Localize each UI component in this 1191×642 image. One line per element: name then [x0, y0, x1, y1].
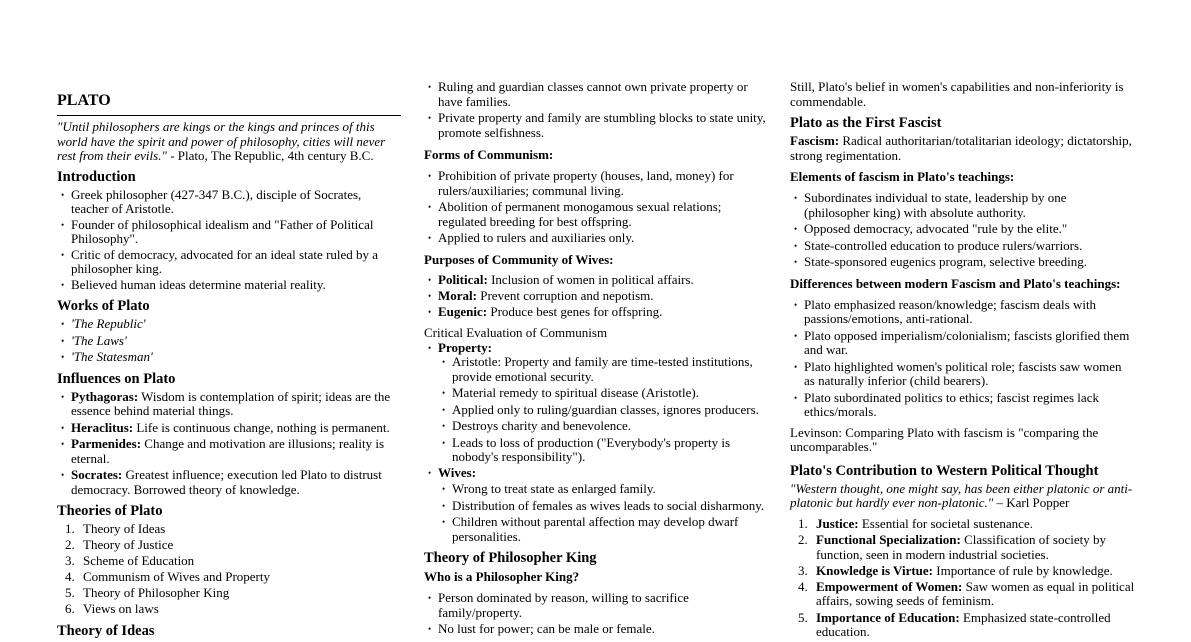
- item-label: Eugenic:: [438, 303, 488, 319]
- list-item: • Leads to loss of production ("Everybody's property is nobody's responsibility").: [438, 436, 770, 465]
- item-label: Moral:: [438, 287, 477, 303]
- list-item: [57, 570, 401, 585]
- contribution-list: [790, 517, 1135, 640]
- item-number: 6.: [65, 601, 75, 616]
- quote-text: "Western thought, one might say, has been either platonic or anti-platonic but hardly ever non-platonic.": [790, 480, 1133, 510]
- list-item: • Applied only to ruling/guardian classes, ignores producers.: [438, 403, 770, 418]
- fascism-definition: [790, 134, 1135, 163]
- list-item: • State-controlled education to produce rulers/warriors.: [790, 239, 1135, 254]
- list-item: • Plato highlighted women's political role; fascists saw women as naturally inferior (child bearers).: [790, 360, 1135, 389]
- item-text: Theory of Ideas: [83, 521, 166, 536]
- list-item: • Wrong to treat state as enlarged family.: [438, 482, 770, 497]
- item-label: Heraclitus:: [71, 419, 134, 435]
- popper-quote: [790, 482, 1135, 511]
- opening-quote: [57, 120, 401, 164]
- item-label: Socrates:: [71, 467, 123, 482]
- list-item: [57, 554, 401, 569]
- list-item: [424, 305, 770, 320]
- item-label: Wives:: [438, 464, 477, 480]
- item-label: Fascism:: [790, 133, 840, 148]
- item-label: Pythagoras:: [71, 388, 139, 404]
- item-number: 5.: [65, 585, 75, 600]
- item-text: Prevent corruption and nepotism.: [476, 287, 654, 303]
- list-item: • Critic of democracy, advocated for an ideal state ruled by a philosopher king.: [57, 248, 401, 277]
- item-text: Views on laws: [83, 601, 159, 616]
- list-item: • No lust for power; can be male or female.: [424, 622, 770, 637]
- section-heading-influences: Influences on Plato: [57, 370, 176, 387]
- list-item: • Ruling and guardian classes cannot own private property or have families.: [424, 80, 770, 109]
- list-item: • Plato emphasized reason/knowledge; fascism deals with passions/emotions, anti-rational.: [790, 298, 1135, 327]
- list-item: [57, 468, 401, 497]
- list-item: • 'The Statesman': [57, 350, 401, 365]
- elements-list: [790, 191, 1135, 270]
- theories-list: [57, 522, 401, 617]
- item-number: 2.: [65, 537, 75, 552]
- item-text: Communism of Wives and Property: [83, 569, 271, 584]
- item-number: 4.: [798, 578, 808, 594]
- purposes-list: [424, 273, 770, 320]
- list-item: [424, 273, 770, 288]
- list-item: • Opposed democracy, advocated "rule by the elite.": [790, 222, 1135, 237]
- list-item: [57, 602, 401, 617]
- list-item: • Greek philosopher (427-347 B.C.), disciple of Socrates, teacher of Aristotle.: [57, 188, 401, 217]
- item-label: Property:: [438, 339, 492, 355]
- list-item: [790, 580, 1135, 609]
- section-heading-forms-of-communism: Forms of Communism:: [424, 147, 554, 162]
- item-text: Theory of Justice: [83, 537, 174, 552]
- philosopher-king-list: [424, 591, 770, 637]
- item-text: Change and motivation are illusions; reality is eternal.: [71, 436, 385, 466]
- list-item: [424, 289, 770, 304]
- item-label: Importance of Education:: [816, 609, 960, 625]
- section-heading-theories: Theories of Plato: [57, 503, 163, 519]
- wives-sublist: [438, 482, 770, 544]
- item-text: Essential for societal sustenance.: [858, 515, 1033, 531]
- item-text: Emphasized state-controlled education.: [816, 609, 1111, 639]
- list-item: [790, 564, 1135, 579]
- communism-intro-list: [424, 80, 770, 140]
- list-item: [57, 522, 401, 537]
- list-item: • Abolition of permanent monogamous sexual relations; regulated breeding for best offspring.: [424, 200, 770, 229]
- item-label: Knowledge is Virtue:: [816, 563, 933, 578]
- item-text: Inclusion of women in political affairs.: [487, 271, 694, 287]
- column-2: [424, 80, 770, 637]
- item-label: Empowerment of Women:: [816, 578, 963, 594]
- item-number: 5.: [798, 609, 808, 625]
- list-item: [57, 421, 401, 436]
- list-item: • Destroys charity and benevolence.: [438, 419, 770, 434]
- list-item-wives: [424, 466, 770, 545]
- item-text: Theory of Philosopher King: [83, 585, 230, 600]
- list-item: • Distribution of females as wives leads to social disharmony.: [438, 499, 770, 514]
- list-item: [57, 538, 401, 553]
- works-list: [57, 317, 401, 365]
- item-label: Justice:: [816, 515, 859, 531]
- list-item: [57, 437, 401, 466]
- section-heading-introduction: Introduction: [57, 168, 136, 185]
- differences-list: [790, 298, 1135, 420]
- quote-source: – Karl Popper: [993, 495, 1070, 510]
- section-heading-theory-of-ideas: Theory of Ideas: [57, 622, 155, 639]
- quote-source: - Plato, The Republic, 4th century B.C.: [166, 148, 374, 163]
- item-label: Functional Specialization:: [816, 532, 961, 547]
- item-text: Importance of rule by knowledge.: [933, 563, 1113, 578]
- list-item: • Plato subordinated politics to ethics; fascist regimes lack ethics/morals.: [790, 391, 1135, 420]
- list-item: • 'The Laws': [57, 334, 401, 349]
- item-text: Saw women as equal in political affairs, sowing seeds of feminism.: [816, 578, 1135, 608]
- item-text: Classification of society by function, seen in modern industrial societies.: [816, 532, 1106, 562]
- list-item: • Founder of philosophical idealism and "Father of Political Philosophy".: [57, 218, 401, 247]
- item-label: Parmenides:: [71, 436, 142, 451]
- section-heading-purposes: Purposes of Community of Wives:: [424, 251, 614, 267]
- section-heading-contribution: Plato's Contribution to Western Political Thought: [790, 462, 1099, 479]
- item-text: Produce best genes for offspring.: [487, 303, 663, 319]
- column-3: [790, 80, 1135, 640]
- item-number: 4.: [65, 569, 75, 584]
- item-text: Greatest influence; execution led Plato to distrust democracy. Borrowed theory of knowledge.: [71, 467, 382, 497]
- item-number: 3.: [798, 563, 808, 578]
- forms-list: [424, 169, 770, 246]
- influences-list: [57, 390, 401, 498]
- item-label: Political:: [438, 271, 488, 287]
- list-item: [57, 586, 401, 601]
- item-text: Wisdom is contemplation of spirit; ideas are the essence behind material things.: [71, 388, 391, 418]
- list-item: • Children without parental affection may develop dwarf personalities.: [438, 515, 770, 544]
- list-item: • Prohibition of private property (houses, land, money) for rulers/auxiliaries; communal living.: [424, 169, 770, 198]
- item-number: 1.: [65, 521, 75, 536]
- item-number: 3.: [65, 553, 75, 568]
- item-text: Radical authoritarian/totalitarian ideology; dictatorship, strong regimentation.: [790, 133, 1132, 163]
- list-item: • State-sponsored eugenics program, selective breeding.: [790, 255, 1135, 270]
- quote-text: "Until philosophers are kings or the kings and princes of this world have the spirit and power of philosophy, cities will never rest from their evils.": [57, 119, 386, 163]
- list-item: • Private property and family are stumbling blocks to state unity, promote selfishness.: [424, 111, 770, 140]
- levinson-note: Levinson: Comparing Plato with fascism is "comparing the uncomparables.": [790, 424, 1099, 454]
- section-heading-elements-of-fascism: Elements of fascism in Plato's teachings:: [790, 169, 1015, 184]
- list-item: [57, 390, 401, 419]
- section-heading-first-fascist: Plato as the First Fascist: [790, 115, 942, 131]
- item-number: 2.: [798, 532, 808, 547]
- list-item-property: [424, 341, 770, 465]
- item-number: 1.: [798, 515, 808, 531]
- list-item: • Applied to rulers and auxiliaries only.: [424, 231, 770, 246]
- list-item: • Aristotle: Property and family are time-tested institutions, provide emotional security.: [438, 355, 770, 384]
- critical-list: [424, 341, 770, 545]
- list-item: • Plato opposed imperialism/colonialism; fascists glorified them and war.: [790, 329, 1135, 358]
- list-item: • Subordinates individual to state, leadership by one (philosopher king) with absolute authority.: [790, 191, 1135, 220]
- section-heading-critical-evaluation: Critical Evaluation of Communism: [424, 325, 608, 340]
- section-heading-differences: Differences between modern Fascism and Plato's teachings:: [790, 275, 1121, 291]
- column-1: [57, 92, 401, 642]
- section-heading-works: Works of Plato: [57, 298, 150, 314]
- list-item: • 'The Republic': [57, 317, 401, 332]
- paragraph: Still, Plato's belief in women's capabilities and non-inferiority is commendable.: [790, 79, 1124, 109]
- list-item: [790, 533, 1135, 562]
- subheading-who-is-philosopher-king: Who is a Philosopher King?: [424, 569, 580, 584]
- property-sublist: [438, 355, 770, 465]
- item-text: Life is continuous change, nothing is permanent.: [133, 419, 390, 435]
- list-item: [790, 611, 1135, 640]
- list-item: • Material remedy to spiritual disease (Aristotle).: [438, 386, 770, 401]
- introduction-list: [57, 188, 401, 293]
- item-text: Scheme of Education: [83, 553, 195, 568]
- page-title: PLATO: [57, 92, 401, 116]
- list-item: [790, 517, 1135, 532]
- list-item: • Believed human ideas determine material reality.: [57, 278, 401, 293]
- section-heading-philosopher-king: Theory of Philosopher King: [424, 550, 597, 566]
- list-item: • Person dominated by reason, willing to sacrifice family/property.: [424, 591, 770, 620]
